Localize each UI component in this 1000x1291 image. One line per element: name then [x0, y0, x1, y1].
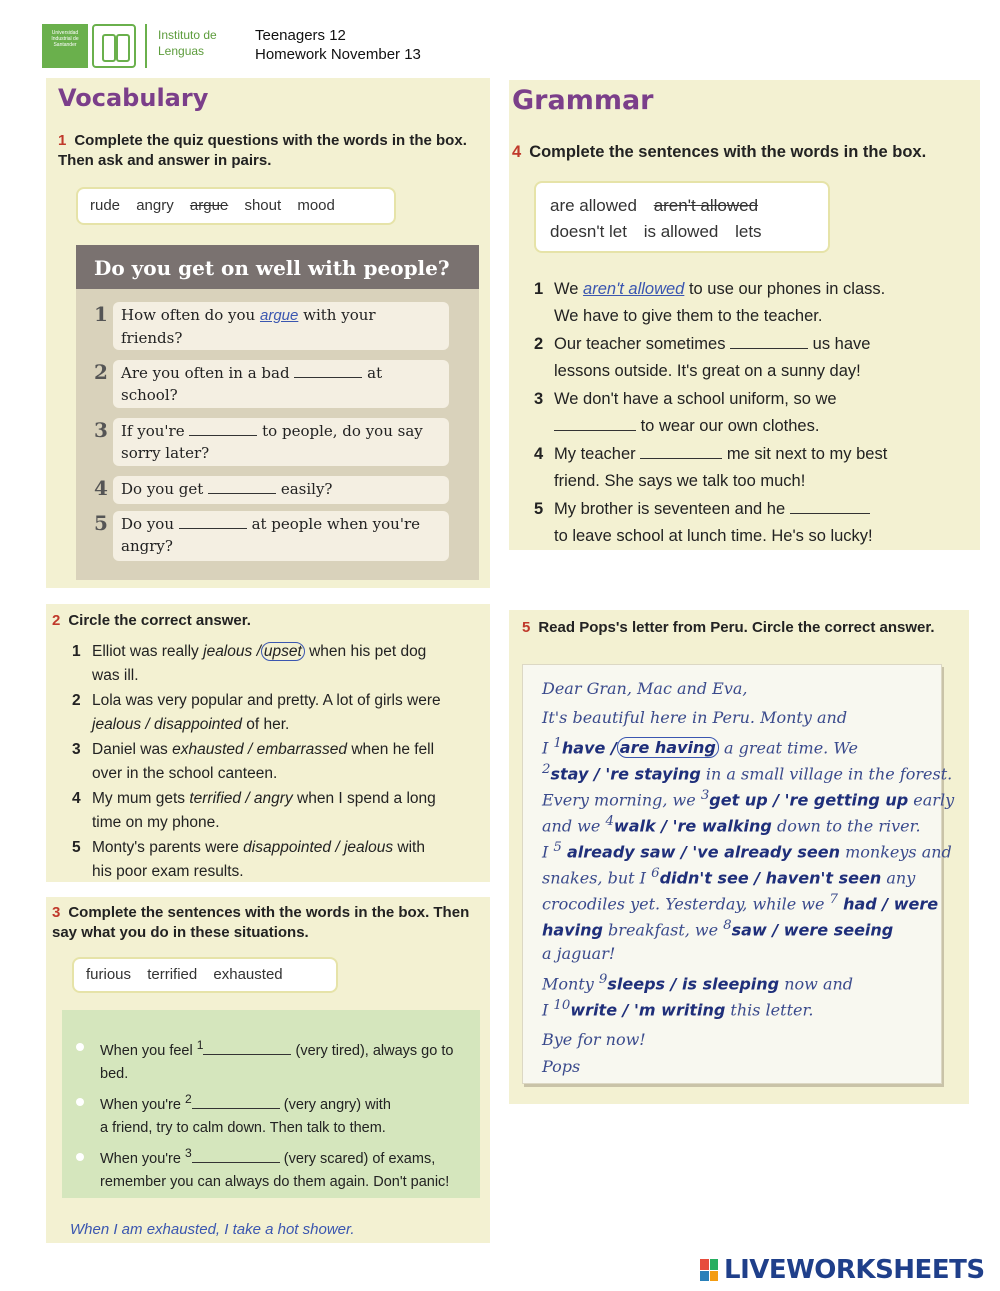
- homework-title: Homework November 13: [255, 46, 421, 63]
- quiz-question-1: [113, 302, 449, 350]
- item-text: a friend, try to calm down. Then talk to them.: [100, 1119, 386, 1136]
- option-jealous[interactable]: jealous: [203, 643, 253, 660]
- q-text: with your friends?: [121, 306, 376, 347]
- ex3-word-box: [72, 957, 338, 993]
- vocabulary-title: Vocabulary: [58, 84, 209, 112]
- letter-line: It's beautiful here in Peru. Monty and: [542, 708, 848, 727]
- options-walk[interactable]: walk / 're walking: [613, 816, 772, 836]
- options-didnt-see[interactable]: didn't see / haven't seen: [659, 868, 882, 888]
- item-text: bed.: [100, 1065, 129, 1082]
- answer-blank[interactable]: [294, 377, 362, 378]
- ex3-situation-1: [100, 1034, 453, 1086]
- item-text: When you're: [100, 1150, 181, 1167]
- answer-blank[interactable]: [189, 435, 257, 436]
- ex3-situation-3: [100, 1142, 449, 1194]
- q-text: at school?: [121, 364, 383, 404]
- institute-name: [158, 27, 217, 59]
- item-text: his poor exam results.: [92, 863, 244, 880]
- letter-text: and we: [542, 816, 601, 836]
- item-text: was ill.: [92, 667, 139, 684]
- option-are-having-circled[interactable]: are having: [617, 737, 719, 758]
- letter-text: this letter.: [730, 1000, 814, 1020]
- q-text: If you're: [121, 422, 185, 440]
- item-number: 4: [72, 790, 81, 807]
- q-text: to people, do you say sorry later?: [121, 422, 423, 462]
- quiz-question-3: [113, 418, 449, 466]
- item-number: 1: [534, 280, 544, 298]
- ex5-number: 5: [522, 619, 531, 636]
- ex3-instruction-text: Complete the sentences with the words in the box. Then say what you do in these situations.: [52, 904, 470, 941]
- word-rude: rude: [90, 197, 121, 214]
- item-number: 1: [72, 643, 81, 660]
- item-hint: (very scared) of exams,: [283, 1150, 436, 1167]
- letter-signature: Pops: [542, 1057, 581, 1076]
- item-number: 5: [534, 500, 544, 518]
- item-text: friend. She says we talk too much!: [554, 472, 806, 490]
- word-angry: angry: [136, 197, 174, 214]
- option-upset-circled[interactable]: upset: [261, 642, 305, 661]
- option-having[interactable]: having: [542, 920, 603, 940]
- institute-line1: Instituto de: [158, 28, 217, 42]
- gap-number: 4: [605, 814, 614, 829]
- ex2-item-3: [72, 738, 490, 786]
- item-text: to wear our own clothes.: [640, 417, 820, 435]
- item-text: to use our phones in class.: [688, 280, 886, 298]
- option-have[interactable]: have /: [561, 738, 617, 758]
- gap-number: 9: [598, 972, 608, 987]
- option-separator: /: [256, 643, 261, 660]
- answer-blank[interactable]: [179, 528, 247, 529]
- logo-divider: [145, 24, 147, 68]
- item-text: Monty's parents were: [92, 839, 239, 856]
- word-arent-allowed: aren't allowed: [653, 196, 759, 215]
- item-text: When you feel: [100, 1042, 193, 1059]
- quiz-question-4: [113, 476, 449, 504]
- quiz-number: 3: [94, 418, 108, 442]
- letter-line: [542, 993, 813, 1023]
- word-mood: mood: [297, 197, 335, 214]
- answer-blank[interactable]: [208, 493, 276, 494]
- item-text: me sit next to my best: [726, 445, 888, 463]
- letter-text: any: [886, 868, 916, 888]
- liveworksheets-brand[interactable]: LIVEWORKSHEETS: [724, 1255, 985, 1285]
- options-disappointed-jealous[interactable]: disappointed / jealous: [243, 839, 394, 856]
- word-argue: argue: [189, 197, 229, 214]
- options-stay[interactable]: stay / 're staying: [550, 764, 701, 784]
- q-text: at people when you're angry?: [121, 515, 420, 555]
- options-saw[interactable]: saw / were seeing: [731, 920, 894, 940]
- letter-text: Every morning, we: [542, 790, 696, 810]
- item-text: We have to give them to the teacher.: [554, 307, 823, 325]
- letter-text: I: [542, 738, 549, 758]
- item-text: My teacher: [554, 445, 636, 463]
- answer-blank[interactable]: [192, 1108, 280, 1109]
- quiz-question-2: [113, 360, 449, 408]
- ex4-item-1: [534, 276, 974, 330]
- ex2-item-4: [72, 787, 490, 835]
- ex1-instruction: [58, 131, 478, 171]
- item-text: Elliot was really: [92, 643, 199, 660]
- ex1-number: 1: [58, 132, 67, 149]
- item-text: when he fell: [351, 741, 435, 758]
- ex5-instruction-text: Read Pops's letter from Peru. Circle the correct answer.: [538, 619, 935, 636]
- item-text: lessons outside. It's great on a sunny day!: [554, 362, 861, 380]
- item-text: Daniel was: [92, 741, 168, 758]
- item-text: Lola was very popular and pretty. A lot of girls were: [92, 692, 441, 709]
- ex2-item-1: [72, 640, 490, 688]
- bullet-icon: [76, 1043, 84, 1051]
- word-furious: furious: [86, 966, 132, 983]
- ex4-word-box: [534, 181, 830, 253]
- item-number: 3: [184, 1146, 192, 1160]
- course-title: Teenagers 12: [255, 27, 346, 44]
- answer-argue: argue: [259, 307, 299, 324]
- item-number: 1: [196, 1038, 204, 1052]
- word-lets: lets: [735, 222, 762, 241]
- header-info: [255, 26, 421, 64]
- letter-text: I: [542, 842, 549, 862]
- ex4-instruction-text: Complete the sentences with the words in the box.: [529, 143, 927, 161]
- q-text: easily?: [280, 480, 333, 498]
- item-text: with: [397, 839, 425, 856]
- item-text: Our teacher sometimes: [554, 335, 726, 353]
- options-get-up[interactable]: get up / 're getting up: [709, 790, 909, 810]
- logo-text: Universidad Industrial de Santander: [51, 30, 79, 48]
- item-number: 4: [534, 445, 544, 463]
- options-had[interactable]: had / were: [843, 894, 939, 914]
- ex2-item-2: [72, 689, 490, 737]
- answer-blank[interactable]: [640, 458, 722, 459]
- q-text: Do you get: [121, 480, 204, 498]
- options-jealous-disappointed[interactable]: jealous / disappointed: [92, 716, 242, 733]
- word-terrified: terrified: [147, 966, 198, 983]
- answer-blank[interactable]: [203, 1054, 291, 1055]
- item-text: when his pet dog: [309, 643, 427, 660]
- q-text: Are you often in a bad: [121, 364, 290, 382]
- ex4-item-4: [534, 441, 974, 495]
- letter-text: crocodiles yet. Yesterday, while we: [542, 894, 825, 914]
- item-text: time on my phone.: [92, 814, 220, 831]
- answer-blank[interactable]: [790, 513, 870, 514]
- item-hint: (very tired), always go to: [295, 1042, 454, 1059]
- gap-number: 5: [553, 840, 562, 855]
- gap-number: 3: [700, 788, 710, 803]
- letter-text: breakfast, we: [608, 920, 719, 940]
- q-text: Do you: [121, 515, 174, 533]
- gap-number: 8: [723, 918, 732, 933]
- word-is-allowed: is allowed: [643, 222, 719, 241]
- liveworksheets-logo-icon: [700, 1259, 718, 1281]
- ex4-item-3: [534, 386, 974, 440]
- word-doesnt-let: doesn't let: [550, 222, 627, 241]
- options-exhausted-embarrassed[interactable]: exhausted / embarrassed: [172, 741, 348, 758]
- answer-arent-allowed: aren't allowed: [583, 280, 685, 298]
- letter-text: monkeys and: [845, 842, 952, 862]
- ex2-instruction-text: Circle the correct answer.: [68, 612, 251, 629]
- item-number: 3: [534, 390, 544, 408]
- letter-text: now and: [784, 974, 854, 994]
- ex4-number: 4: [512, 143, 522, 161]
- letter-text: I: [542, 1000, 549, 1020]
- ex3-instruction: [52, 903, 472, 943]
- options-write[interactable]: write / 'm writing: [570, 1000, 726, 1020]
- letter-text: down to the river.: [776, 816, 921, 836]
- letter-line: [542, 913, 893, 943]
- item-text: We: [554, 280, 579, 298]
- letter-text: Monty: [542, 974, 594, 994]
- ex3-situation-2: [100, 1088, 391, 1140]
- item-number: 2: [534, 335, 544, 353]
- bullet-icon: [76, 1153, 84, 1161]
- ex3-number: 3: [52, 904, 61, 921]
- item-number: 3: [72, 741, 81, 758]
- item-number: 5: [72, 839, 81, 856]
- item-number: 2: [72, 692, 81, 709]
- word-are-allowed: are allowed: [550, 196, 637, 215]
- gap-number: 1: [553, 736, 562, 751]
- ex2-number: 2: [52, 612, 61, 629]
- ex1-word-box: [76, 187, 396, 225]
- item-text: We don't have a school uniform, so we: [554, 390, 837, 408]
- institute-line2: Lenguas: [158, 44, 205, 58]
- item-text: us have: [812, 335, 871, 353]
- item-hint: (very angry) with: [283, 1096, 391, 1113]
- options-sleeps[interactable]: sleeps / is sleeping: [607, 974, 780, 994]
- item-text: over in the school canteen.: [92, 765, 278, 782]
- ex2-item-5: [72, 836, 490, 884]
- item-text: My mum gets: [92, 790, 186, 807]
- gap-number: 10: [553, 998, 571, 1013]
- ex5-instruction: [522, 618, 962, 638]
- item-text: My brother is seventeen and he: [554, 500, 786, 518]
- institute-logo-icon: [92, 24, 136, 68]
- options-terrified-angry[interactable]: terrified / angry: [189, 790, 293, 807]
- letter-text: snakes, but I: [542, 868, 646, 888]
- letter-closing: Bye for now!: [542, 1030, 646, 1049]
- ex1-instruction-text: Complete the quiz questions with the words in the box. Then ask and answer in pairs.: [58, 132, 467, 169]
- ex4-item-5: [534, 496, 974, 550]
- ex4-instruction: [512, 142, 980, 162]
- ex2-instruction: [52, 611, 251, 631]
- gap-number: 2: [542, 762, 551, 777]
- q-text: How often do you: [121, 306, 256, 324]
- university-logo: [42, 24, 88, 68]
- quiz-number: 5: [94, 511, 108, 535]
- quiz-number: 2: [94, 360, 108, 384]
- answer-blank[interactable]: [192, 1162, 280, 1163]
- item-text: when I spend a long: [297, 790, 436, 807]
- ex4-item-2: [534, 331, 974, 385]
- word-exhausted: exhausted: [213, 966, 283, 983]
- item-text: of her.: [246, 716, 290, 733]
- answer-blank[interactable]: [730, 348, 808, 349]
- letter-line: a jaguar!: [542, 944, 616, 963]
- quiz-number: 4: [94, 476, 108, 500]
- gap-number: 7: [829, 892, 838, 907]
- item-text: to leave school at lunch time. He's so lucky!: [554, 527, 873, 545]
- item-text: remember you can always do them again. Don't panic!: [100, 1173, 450, 1190]
- word-shout: shout: [244, 197, 282, 214]
- letter-text: in a small village in the forest.: [705, 764, 953, 784]
- ex3-student-answer: When I am exhausted, I take a hot shower.: [70, 1221, 355, 1238]
- quiz-number: 1: [94, 302, 108, 326]
- bullet-icon: [76, 1098, 84, 1106]
- gap-number: 6: [651, 866, 660, 881]
- letter-text: a great time. We: [723, 738, 858, 758]
- quiz-title: Do you get on well with people?: [76, 245, 479, 289]
- options-already-seen[interactable]: already saw / 've already seen: [567, 842, 840, 862]
- item-number: 2: [184, 1092, 192, 1106]
- item-text: When you're: [100, 1096, 181, 1113]
- grammar-title: Grammar: [512, 85, 654, 116]
- answer-blank[interactable]: [554, 430, 636, 431]
- letter-text: early: [913, 790, 955, 810]
- letter-greeting: Dear Gran, Mac and Eva,: [542, 679, 748, 698]
- quiz-question-5: [113, 511, 449, 561]
